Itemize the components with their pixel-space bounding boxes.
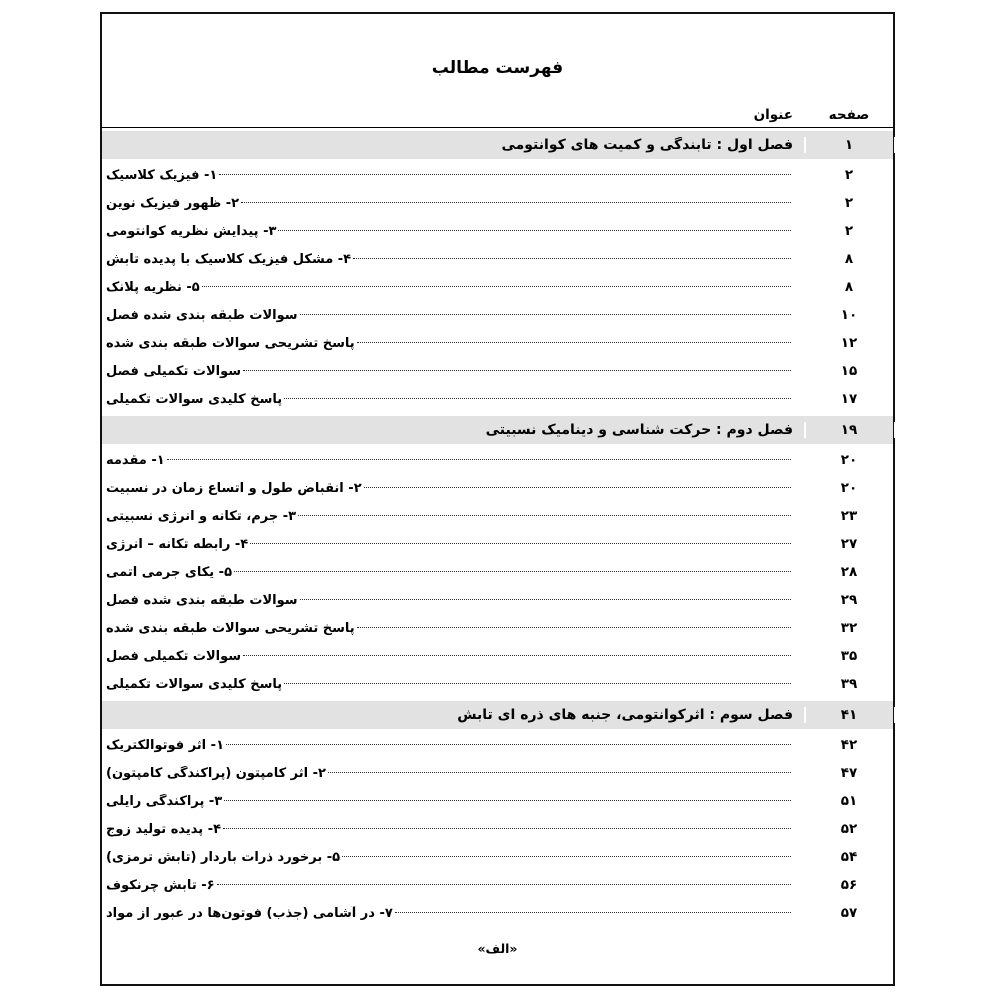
entry-page-number: ۲۳: [840, 508, 858, 524]
entry-title: ۱- اثر فوتوالکتریک: [106, 737, 224, 753]
entry-title-cell: [102, 794, 805, 809]
dot-leader: [284, 682, 791, 684]
entry-page-number: ۲: [844, 167, 854, 183]
dot-leader: [300, 598, 791, 600]
toc-entry-row[interactable]: [102, 642, 893, 670]
page-content-area: [102, 14, 893, 984]
toc-entry-row[interactable]: [102, 329, 893, 357]
entry-page-number: ۲۰: [840, 452, 858, 468]
toc-body: [102, 131, 893, 927]
entry-title-cell: [102, 453, 805, 468]
entry-page-number: ۸: [844, 251, 854, 267]
entry-title: ۵- برخورد ذرات باردار (تابش ترمزی): [106, 849, 341, 865]
entry-page-number: ۳۹: [840, 676, 858, 692]
dot-leader: [226, 743, 791, 745]
entry-title-cell: [102, 906, 805, 921]
entry-page-number: ۵۱: [840, 793, 858, 809]
chapter-page-number: ۴۱: [805, 707, 893, 723]
entry-title: ۱- مقدمه: [106, 452, 165, 468]
entry-title-cell: [102, 878, 805, 893]
entry-title: سوالات تکمیلی فصل: [106, 648, 242, 664]
dot-leader: [241, 201, 791, 203]
chapter-title: فصل دوم : حرکت شناسی و دینامیک نسبیتی: [485, 422, 793, 438]
toc-entry-row[interactable]: [102, 815, 893, 843]
entry-page-number: ۳۲: [840, 620, 858, 636]
chapter-heading-row[interactable]: [102, 416, 893, 444]
dot-leader: [234, 570, 791, 572]
dot-leader: [219, 173, 791, 175]
dot-leader: [328, 771, 791, 773]
entry-title: ۵- نظریه پلانک: [106, 279, 200, 295]
toc-entry-row[interactable]: [102, 759, 893, 787]
toc-entry-row[interactable]: [102, 161, 893, 189]
chapter-title-cell: [102, 707, 805, 723]
entry-title: پاسخ تشریحی سوالات طبقه بندی شده: [106, 620, 355, 636]
chapter-title: فصل سوم : اثرکوانتومی، جنبه های ذره ای تابش: [457, 707, 793, 723]
entry-title-cell: [102, 196, 805, 211]
chapter-page-number: ۱۹: [805, 422, 893, 438]
entry-title-cell: [102, 621, 805, 636]
entry-title: ۵- یکای جرمی اتمی: [106, 564, 233, 580]
dot-leader: [298, 514, 791, 516]
toc-entry-row[interactable]: [102, 273, 893, 301]
entry-title: پاسخ تشریحی سوالات طبقه بندی شده: [106, 335, 355, 351]
entry-title: ۳- پیدایش نظریه کوانتومی: [106, 223, 277, 239]
toc-entry-row[interactable]: [102, 787, 893, 815]
entry-title: ۳- جرم، تکانه و انرژی نسبیتی: [106, 508, 297, 524]
entry-title-cell: [102, 565, 805, 580]
toc-entry-row[interactable]: [102, 189, 893, 217]
dot-leader: [167, 458, 791, 460]
entry-page-number: ۱۰: [840, 307, 858, 323]
entry-page-number: ۲۸: [840, 564, 858, 580]
dot-leader: [243, 654, 791, 656]
toc-entry-row[interactable]: [102, 670, 893, 698]
entry-title: ۲- اثر کامپتون (پراکندگی کامپتون): [106, 765, 326, 781]
dot-leader: [364, 486, 791, 488]
dot-leader: [223, 827, 791, 829]
entry-page-number: ۲۷: [840, 536, 858, 552]
entry-title-cell: [102, 336, 805, 351]
toc-entry-row[interactable]: [102, 446, 893, 474]
entry-title: ۳- پراکندگی رایلی: [106, 793, 223, 809]
chapter-page-number: ۱: [805, 137, 893, 153]
dot-leader: [284, 397, 791, 399]
entry-title: ۲- ظهور فیزیک نوین: [106, 195, 240, 211]
chapter-title-cell: [102, 422, 805, 438]
entry-title-cell: [102, 537, 805, 552]
toc-entry-row[interactable]: [102, 899, 893, 927]
entry-title: ۷- در آشامی (جذب) فوتون‌ها در عبور از مواد: [106, 905, 393, 921]
entry-page-number: ۴۲: [840, 737, 858, 753]
dot-leader: [353, 257, 791, 259]
dot-leader: [250, 542, 791, 544]
entry-title-cell: [102, 481, 805, 496]
chapter-title: فصل اول : تابندگی و کمیت های کوانتومی: [501, 137, 793, 153]
dot-leader: [357, 341, 791, 343]
entry-title-cell: [102, 392, 805, 407]
dot-leader: [300, 313, 791, 315]
entry-title: سوالات طبقه بندی شده فصل: [106, 592, 298, 608]
entry-title-cell: [102, 280, 805, 295]
entry-page-number: ۵۷: [840, 905, 858, 921]
dot-leader: [357, 626, 791, 628]
entry-page-number: ۲: [844, 195, 854, 211]
toc-entry-row[interactable]: [102, 502, 893, 530]
entry-title: پاسخ کلیدی سوالات تکمیلی: [106, 676, 283, 692]
toc-entry-row[interactable]: [102, 301, 893, 329]
entry-title: ۴- رابطه تکانه – انرژی: [106, 536, 249, 552]
entry-title: سوالات تکمیلی فصل: [106, 363, 242, 379]
entry-title-cell: [102, 649, 805, 664]
entry-title-cell: [102, 224, 805, 239]
entry-page-number: ۸: [844, 279, 854, 295]
entry-title: ۶- تابش چرنکوف: [106, 877, 215, 893]
entry-title: ۱- فیزیک کلاسیک: [106, 167, 218, 183]
dot-leader: [278, 229, 791, 231]
dot-leader: [202, 285, 791, 287]
toc-entry-row[interactable]: [102, 558, 893, 586]
chapter-heading-row[interactable]: [102, 131, 893, 159]
chapter-heading-row[interactable]: [102, 701, 893, 729]
entry-title-cell: [102, 850, 805, 865]
toc-entry-row[interactable]: [102, 217, 893, 245]
entry-page-number: ۴۷: [840, 765, 858, 781]
page-sheet: [100, 12, 895, 986]
page-title: فهرست مطالب: [431, 58, 564, 78]
table-header-row: [102, 102, 893, 128]
entry-title-cell: [102, 738, 805, 753]
entry-title-cell: [102, 509, 805, 524]
dot-leader: [243, 369, 791, 371]
entry-title: ۴- پدیده تولید زوج: [106, 821, 222, 837]
toc-entry-row[interactable]: [102, 357, 893, 385]
toc-entry-row[interactable]: [102, 474, 893, 502]
column-header-page: صفحه: [828, 106, 870, 123]
entry-title-cell: [102, 168, 805, 183]
entry-page-number: ۲۹: [840, 592, 858, 608]
toc-entry-row[interactable]: [102, 385, 893, 413]
entry-page-number: ۱۵: [840, 363, 858, 379]
dot-leader: [224, 799, 791, 801]
table-of-contents: [102, 102, 893, 927]
page-folio: «الف»: [477, 941, 518, 956]
entry-page-number: ۱۷: [840, 391, 858, 407]
entry-title-cell: [102, 766, 805, 781]
entry-title-cell: [102, 364, 805, 379]
entry-page-number: ۵۶: [840, 877, 858, 893]
entry-title-cell: [102, 308, 805, 323]
entry-title: ۲- انقباض طول و اتساع زمان در نسبیت: [106, 480, 362, 496]
toc-entry-row[interactable]: [102, 614, 893, 642]
entry-page-number: ۲۰: [840, 480, 858, 496]
entry-page-number: ۵۴: [840, 849, 858, 865]
dot-leader: [217, 883, 791, 885]
toc-entry-row[interactable]: [102, 245, 893, 273]
toc-entry-row[interactable]: [102, 530, 893, 558]
entry-title: ۴- مشکل فیزیک کلاسیک با پدیده تابش: [106, 251, 352, 267]
entry-title-cell: [102, 593, 805, 608]
entry-page-number: ۲: [844, 223, 854, 239]
column-header-title: عنوان: [753, 106, 793, 123]
toc-entry-row[interactable]: [102, 731, 893, 759]
entry-page-number: ۵۲: [840, 821, 858, 837]
dot-leader: [395, 911, 791, 913]
toc-entry-row[interactable]: [102, 871, 893, 899]
toc-entry-row[interactable]: [102, 843, 893, 871]
dot-leader: [342, 855, 791, 857]
chapter-title-cell: [102, 137, 805, 153]
entry-page-number: ۳۵: [840, 648, 858, 664]
entry-title-cell: [102, 677, 805, 692]
entry-title-cell: [102, 822, 805, 837]
entry-title-cell: [102, 252, 805, 267]
toc-entry-row[interactable]: [102, 586, 893, 614]
entry-page-number: ۱۲: [840, 335, 858, 351]
entry-title: سوالات طبقه بندی شده فصل: [106, 307, 298, 323]
entry-title: پاسخ کلیدی سوالات تکمیلی: [106, 391, 283, 407]
